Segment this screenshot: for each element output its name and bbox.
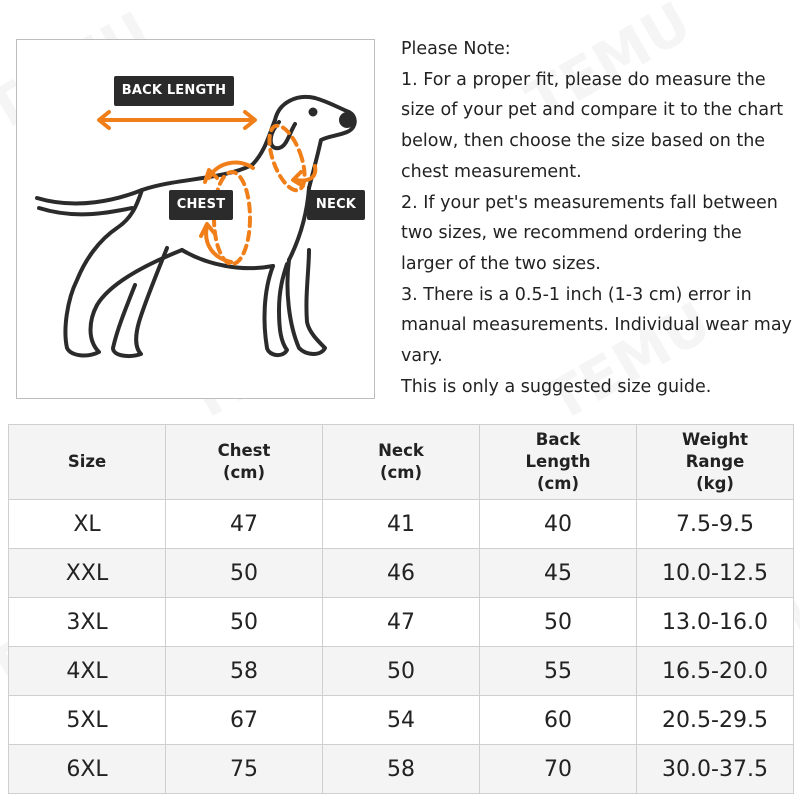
table-row — [9, 598, 794, 647]
header-chest: Chest (cm) — [166, 425, 323, 500]
header-weight-range: Weight Range (kg) — [637, 425, 794, 500]
cell-chest: 50 — [166, 549, 323, 598]
note-line: 1. For a proper fit, please do measure the size of your pet and compare it to the chart below, then choose the size based on the chest measurement. — [401, 69, 784, 182]
cell-weight-range: 16.5-20.0 — [637, 647, 794, 696]
cell-weight-range: 30.0-37.5 — [637, 745, 794, 794]
cell-chest: 67 — [166, 696, 323, 745]
cell-size: 4XL — [9, 647, 166, 696]
cell-back-length: 40 — [480, 500, 637, 549]
cell-back-length: 55 — [480, 647, 637, 696]
cell-size: 6XL — [9, 745, 166, 794]
cell-chest: 75 — [166, 745, 323, 794]
table-row — [9, 500, 794, 549]
table-row — [9, 745, 794, 794]
cell-weight-range: 10.0-12.5 — [637, 549, 794, 598]
cell-size: 3XL — [9, 598, 166, 647]
header-neck: Neck (cm) — [323, 425, 480, 500]
cell-back-length: 50 — [480, 598, 637, 647]
chest-label: CHEST — [169, 190, 233, 220]
table-header-row — [9, 425, 794, 500]
sizing-notes — [401, 34, 797, 402]
table-row — [9, 549, 794, 598]
header-back-length: Back Length (cm) — [480, 425, 637, 500]
size-chart-table — [8, 424, 794, 794]
cell-size: XXL — [9, 549, 166, 598]
cell-neck: 46 — [323, 549, 480, 598]
cell-back-length: 45 — [480, 549, 637, 598]
cell-chest: 58 — [166, 647, 323, 696]
header-size: Size — [9, 425, 166, 500]
table-row — [9, 647, 794, 696]
cell-back-length: 70 — [480, 745, 637, 794]
cell-weight-range: 7.5-9.5 — [637, 500, 794, 549]
notes-heading: Please Note: — [401, 39, 511, 59]
cell-size: XL — [9, 500, 166, 549]
measurement-diagram — [16, 39, 375, 399]
cell-neck: 50 — [323, 647, 480, 696]
cell-neck: 41 — [323, 500, 480, 549]
cell-back-length: 60 — [480, 696, 637, 745]
cell-neck: 47 — [323, 598, 480, 647]
cell-size: 5XL — [9, 696, 166, 745]
note-line: 2. If your pet's measurements fall between two sizes, we recommend ordering the larger of the two sizes. — [401, 192, 778, 274]
cell-chest: 50 — [166, 598, 323, 647]
back-length-label: BACK LENGTH — [114, 76, 234, 106]
note-line: This is only a suggested size guide. — [401, 376, 712, 397]
neck-label: NECK — [307, 190, 365, 220]
cell-neck: 54 — [323, 696, 480, 745]
note-line: 3. There is a 0.5-1 inch (1-3 cm) error in manual measurements. Individual wear may vary. — [401, 284, 792, 367]
cell-weight-range: 13.0-16.0 — [637, 598, 794, 647]
cell-chest: 47 — [166, 500, 323, 549]
cell-neck: 58 — [323, 745, 480, 794]
table-row — [9, 696, 794, 745]
cell-weight-range: 20.5-29.5 — [637, 696, 794, 745]
